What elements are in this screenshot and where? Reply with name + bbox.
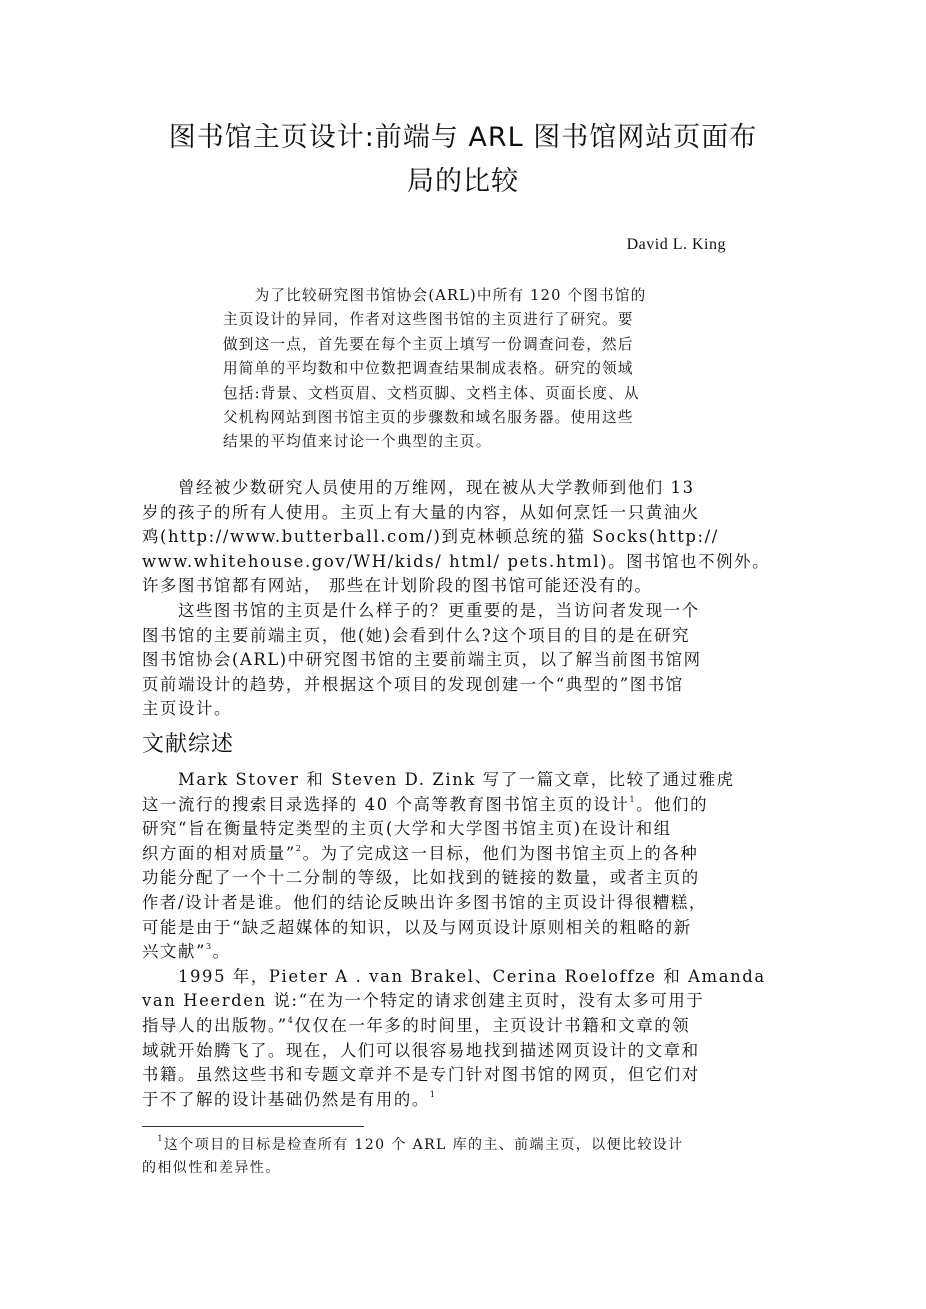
body-line: 这些图书馆的主页是什么样子的？更重要的是，当访问者发现一个 [142, 600, 700, 620]
body-line: 岁的孩子的所有人使用。主页上有大量的内容，从如何烹饪一只黄油火 [142, 502, 700, 522]
footnote-ref: 2 [295, 843, 303, 853]
body-line: 图书馆的主要前端主页，他(她)会看到什么?这个项目的目的是在研究 [142, 625, 691, 645]
footnote-divider [142, 1126, 364, 1127]
footnote-line: 这个项目的目标是检查所有 120 个 ARL 库的主、前端主页，以便比较设计 [163, 1137, 684, 1153]
body-line: 可能是由于“缺乏超媒体的知识，以及与网页设计原则相关的粗略的新 [142, 917, 692, 937]
section-heading: 文献综述 [142, 732, 235, 757]
body-line: 研究“旨在衡量特定类型的主页(大学和大学图书馆主页)在设计和组 [142, 819, 672, 839]
body-line: 曾经被少数研究人员使用的万维网，现在被从大学教师到他们 13 [142, 478, 695, 497]
body-line: 主页设计。 [142, 699, 232, 719]
body-line: 1995 年，Pieter A . van Brakel、Cerina Roeloffze 和 Amanda [142, 966, 766, 986]
body-line: 鸡(http://www.butterball.com/)到克林顿总统的猫 Socks(http:// [142, 527, 719, 547]
footnote-ref: 1 [629, 794, 637, 804]
body-line: 书籍。虽然这些书和专题文章并不是专门针对图书馆的网页，但它们对 [142, 1065, 700, 1085]
title-line-2: 局的比较 [407, 166, 519, 197]
page-title [140, 116, 786, 204]
abstract-line: 做到这一点，首先要在每个主页上填写一份调查问卷，然后 [223, 335, 634, 353]
review-section [142, 768, 788, 1112]
body-line: 图书馆协会(ARL)中研究图书馆的主要前端主页，以了解当前图书馆网 [142, 650, 702, 670]
body-line: 作者/设计者是谁。他们的结论反映出许多图书馆的主页设计得很糟糕， [142, 892, 707, 912]
footnote [142, 1134, 788, 1180]
footnote-ref: 3 [205, 942, 213, 952]
body-line: van Heerden 说:“在为一个特定的请求创建主页时，没有太多可用于 [142, 991, 705, 1011]
body-line: 于不了解的设计基础仍然是有用的。$^1$ [142, 1089, 437, 1109]
abstract-line: 结果的平均值来讨论一个典型的主页。 [223, 433, 492, 451]
intro-section [142, 476, 788, 722]
body-line: Mark Stover 和 Steven D. Zink 写了一篇文章，比较了通过雅虎 [142, 770, 735, 789]
abstract-line: 包括:背景、文档页眉、文档页脚、文档主体、页面长度、从 [223, 384, 640, 402]
body-line: 功能分配了一个十二分制的等级，比如找到的链接的数量，或者主页的 [142, 868, 700, 888]
body-line: 兴文献”$^3$。 [142, 942, 231, 962]
body-line: www.whitehouse.gov/WH/kids/ html/ pets.html)。图书馆也不例外。 [142, 551, 771, 571]
footnote-marker: 1 [157, 1134, 164, 1143]
footnote-ref: 4 [287, 1015, 295, 1025]
author: David L. King [626, 236, 726, 253]
abstract-line: 主页设计的异同，作者对这些图书馆的主页进行了研究。要 [223, 311, 634, 329]
footnote-ref: 1 [429, 1089, 437, 1099]
title-line-1: 图书馆主页设计:前端与 ARL 图书馆网站页面布 [168, 122, 758, 153]
body-line: 页前端设计的趋势，并根据这个项目的发现创建一个“典型的”图书馆 [142, 674, 684, 694]
body-line: 指导人的出版物。”$^4$仅仅在一年多的时间里，主页设计书籍和文章的领 [142, 1015, 691, 1035]
body-line: 这一流行的搜索目录选择的 40 个高等教育图书馆主页的设计$^1$。他们的 [142, 794, 709, 814]
footnote-line: 的相似性和差异性。 [142, 1160, 281, 1176]
abstract [223, 284, 707, 455]
body-line: 织方面的相对质量”$^2$。为了完成这一目标，他们为图书馆主页上的各种 [142, 843, 699, 863]
abstract-line: 父机构网站到图书馆主页的步骤数和域名服务器。使用这些 [223, 409, 634, 427]
abstract-line: 用简单的平均数和中位数把调查结果制成表格。研究的领域 [223, 360, 634, 378]
body-line: 许多图书馆都有网站， 那些在计划阶段的图书馆可能还没有的。 [142, 576, 653, 596]
abstract-line: 为了比较研究图书馆协会(ARL)中所有 120 个图书馆的 [223, 287, 647, 304]
body-line: 域就开始腾飞了。现在，人们可以很容易地找到描述网页设计的文章和 [142, 1040, 700, 1060]
